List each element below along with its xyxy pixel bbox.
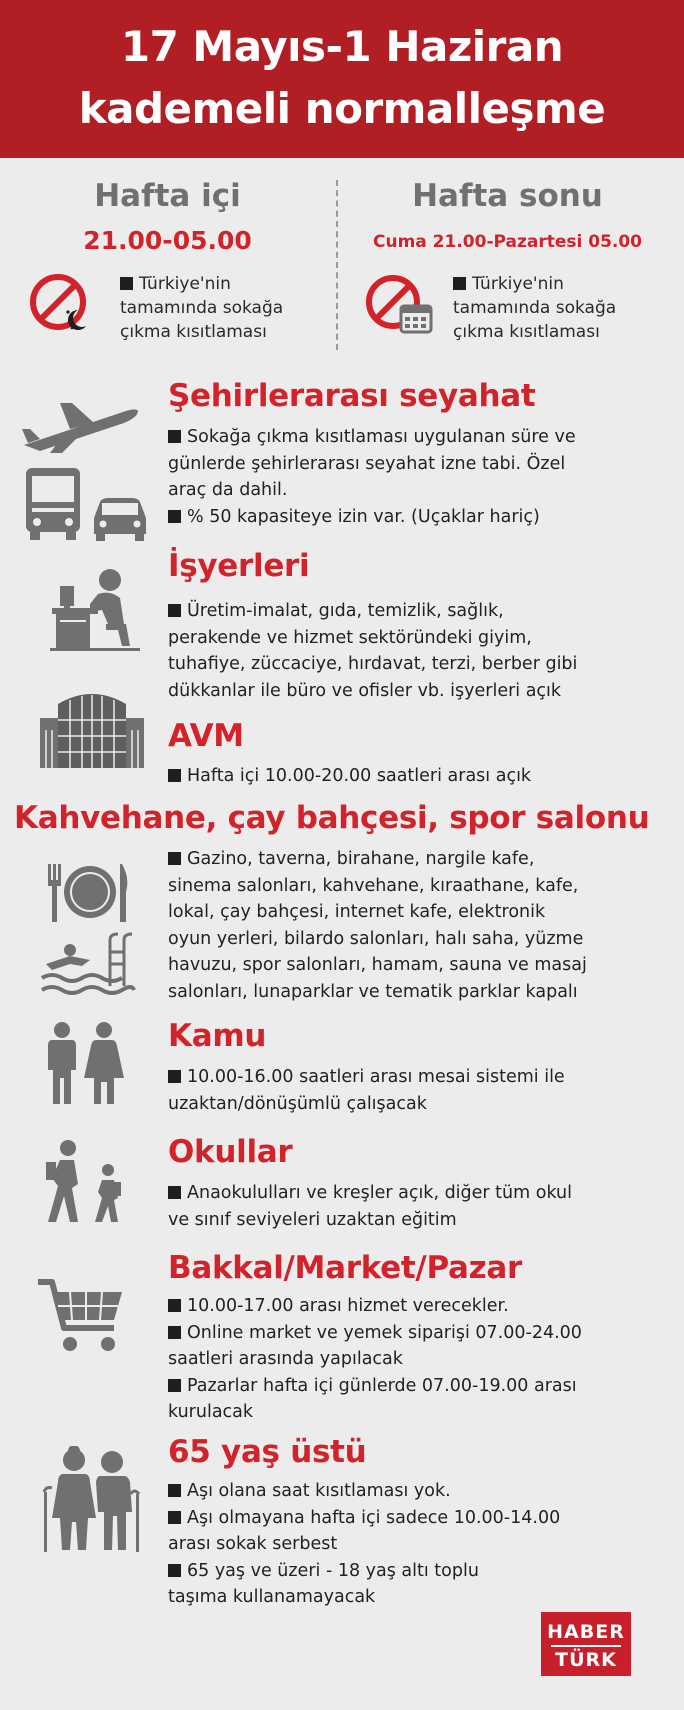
airplane-icon [20, 395, 140, 455]
market-line: Online market ve yemek siparişi 07.00-24.00 [168, 1320, 582, 1347]
travel-body [168, 424, 576, 530]
elderly-line: 65 yaş ve üzeri - 18 yaş altı toplu [168, 1558, 560, 1585]
elderly-line: taşıma kullanamayacak [168, 1587, 376, 1607]
elderly-line: Aşı olmayana hafta içi sadece 10.00-14.00 [168, 1505, 560, 1532]
mall-building-icon [40, 690, 144, 770]
weekend-title: Hafta sonu [412, 178, 603, 214]
elderly-title: 65 yaş üstü [168, 1434, 367, 1470]
logo-bottom-text: TÜRK [555, 1649, 617, 1671]
weekend-line: Türkiye'nin [453, 272, 673, 296]
man-woman-icon [40, 1022, 130, 1106]
leisure-line: lokal, çay bahçesi, internet kafe, elektronik [168, 902, 546, 922]
travel-line: % 50 kapasiteye izin var. (Uçaklar hariç) [168, 504, 576, 531]
market-line: saatleri arasında yapılacak [168, 1349, 403, 1369]
market-line: 10.00-17.00 arası hizmet verecekler. [168, 1293, 582, 1320]
weekday-column [0, 170, 335, 360]
market-line: kurulacak [168, 1402, 254, 1422]
plate-cutlery-icon [46, 862, 130, 924]
logo-top-text: HABER [547, 1621, 625, 1643]
travel-title: Şehirlerarası seyahat [168, 378, 536, 414]
workplaces-title: İşyerleri [168, 548, 310, 584]
weekday-line: Türkiye'nin [120, 272, 340, 296]
weekday-time: 21.00-05.00 [83, 226, 252, 255]
workplaces-line: tuhafiye, züccaciye, hırdavat, terzi, berber gibi [168, 654, 578, 674]
no-weekend-curfew-icon [365, 272, 429, 336]
elderly-body [168, 1478, 560, 1611]
weekday-line: çıkma kısıtlaması [120, 322, 267, 342]
workplaces-body [168, 598, 577, 704]
leisure-line: Gazino, taverna, birahane, nargile kafe, [168, 846, 587, 873]
weekend-time: Cuma 21.00-Pazartesi 05.00 [372, 232, 643, 252]
logo-divider [551, 1645, 621, 1647]
leisure-title: Kahvehane, çay bahçesi, spor salonu [14, 800, 650, 836]
market-line: Pazarlar hafta içi günlerde 07.00-19.00 arası [168, 1373, 582, 1400]
weekday-line: tamamında sokağa [120, 298, 284, 318]
public-line: 10.00-16.00 saatleri arası mesai sistemi ile [168, 1064, 565, 1091]
swimmer-pool-icon [40, 932, 136, 996]
column-divider [336, 180, 338, 350]
workplaces-line: dükkanlar ile büro ve ofisler vb. işyerleri açık [168, 680, 562, 701]
elderly-line: arası sokak serbest [168, 1534, 338, 1554]
office-worker-icon [50, 566, 140, 652]
students-icon [44, 1140, 130, 1226]
public-line: uzaktan/dönüşümlü çalışacak [168, 1093, 427, 1114]
leisure-line: salonları, lunaparklar ve tematik parklar kapalı [168, 981, 578, 1002]
elderly-line: Aşı olana saat kısıtlaması yok. [168, 1478, 560, 1505]
market-title: Bakkal/Market/Pazar [168, 1250, 523, 1286]
no-night-curfew-icon [28, 270, 92, 334]
weekday-title: Hafta içi [94, 178, 241, 214]
bus-car-icon [20, 466, 150, 542]
shopping-cart-icon [36, 1276, 126, 1356]
page-header [0, 0, 684, 158]
weekday-text [120, 272, 340, 344]
weekend-line: tamamında sokağa [453, 298, 617, 318]
travel-line: günlerde şehirlerarası seyahat izne tabi. Özel [168, 453, 566, 474]
travel-line: araç da dahil. [168, 480, 288, 500]
market-body [168, 1293, 582, 1426]
schools-title: Okullar [168, 1134, 293, 1170]
public-body [168, 1064, 565, 1117]
elderly-couple-icon [36, 1446, 146, 1556]
leisure-line: sinema salonları, kahvehane, kıraathane, kafe, [168, 875, 579, 896]
leisure-line: oyun yerleri, bilardo salonları, halı saha, yüzme [168, 928, 584, 949]
schools-line: Anaokululları ve kreşler açık, diğer tüm okul [168, 1180, 572, 1207]
weekend-text [453, 272, 673, 344]
schools-line: ve sınıf seviyeleri uzaktan eğitim [168, 1209, 457, 1230]
haberturk-logo [541, 1612, 631, 1676]
workplaces-line: perakende ve hizmet sektöründeki giyim, [168, 627, 532, 648]
avm-line: Hafta içi 10.00-20.00 saatleri arası açık [168, 763, 531, 790]
page-title-line2: kademeli normalleşme [78, 84, 606, 133]
leisure-line: havuzu, spor salonları, hamam, sauna ve masaj [168, 955, 587, 975]
weekend-column [340, 170, 675, 360]
travel-line: Sokağa çıkma kısıtlaması uygulanan süre ve [168, 424, 576, 451]
avm-body [168, 763, 531, 790]
leisure-body [168, 846, 587, 1005]
weekend-line: çıkma kısıtlaması [453, 322, 600, 342]
avm-title: AVM [168, 718, 244, 754]
page-title-line1: 17 Mayıs-1 Haziran [120, 22, 564, 71]
schools-body [168, 1180, 572, 1233]
workplaces-line: Üretim-imalat, gıda, temizlik, sağlık, [168, 598, 577, 625]
public-title: Kamu [168, 1018, 267, 1054]
